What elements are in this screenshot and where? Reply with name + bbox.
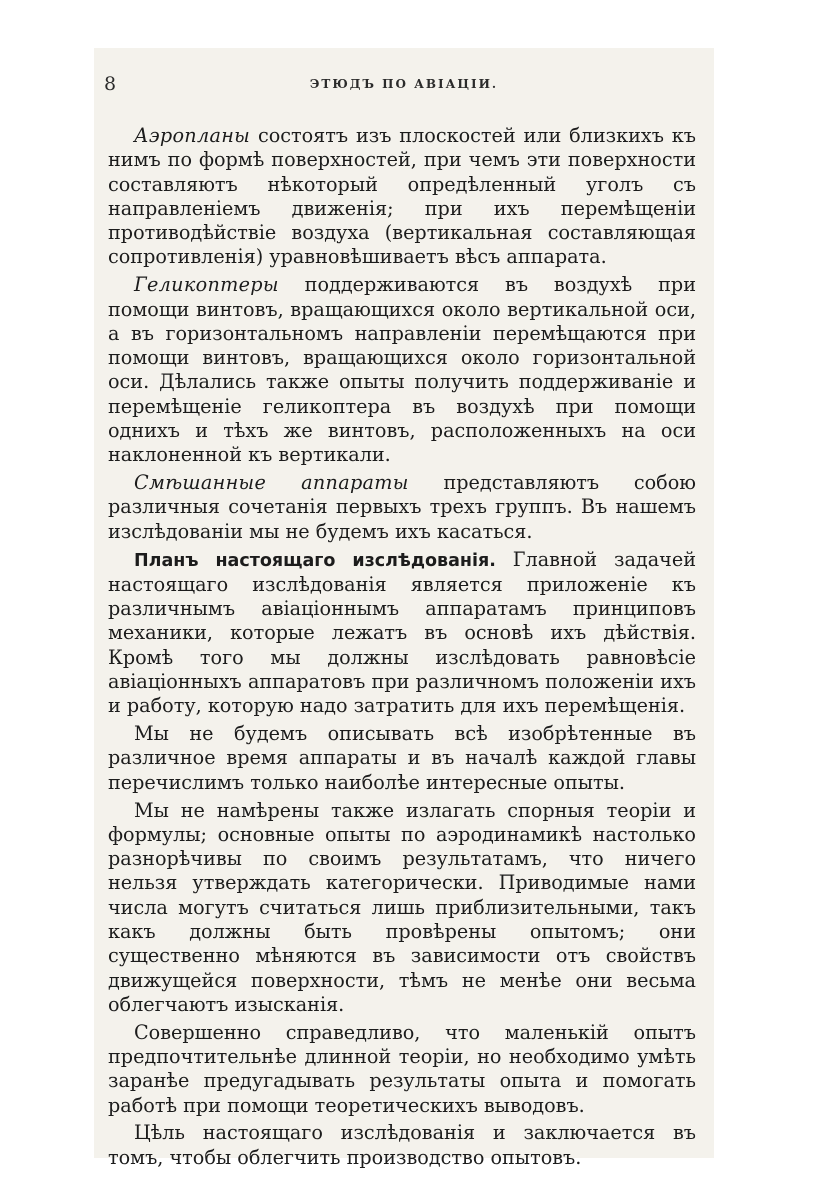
body-text <box>108 124 696 1170</box>
paragraph-text: Совершенно справедливо, что маленькій опытъ предпочтительнѣе длинной теоріи, но необходимо умѣть заранѣе предугадывать результаты опыта и помогать работѣ при помощи теоретическихъ выводовъ. <box>108 1020 696 1117</box>
paragraph-text: поддерживаются въ воздухѣ при помощи винтовъ, вращающихся около вертикальной оси, а въ горизонтальномъ направленіи перемѣщаются при помощи винтовъ, вращающихся около горизонтальной оси. Дѣлались также опыты получить поддерживаніе и перемѣщеніе геликоптера въ воздухѣ при помощи однихъ и тѣхъ же винтовъ, расположенныхъ на оси наклоненной къ вертикали. <box>108 273 696 467</box>
paragraph-text: Цѣль настоящаго изслѣдованія и заключается въ томъ, чтобы облегчить производство опытовъ. <box>108 1121 696 1169</box>
paragraph-no-disputed-theories <box>108 799 696 1018</box>
paragraph-text: состоятъ изъ плоскостей или близкихъ къ нимъ по формѣ поверхностей, при чемъ эти поверхности составляютъ нѣкоторый опредѣленный уголъ съ направленіемъ движенія; при ихъ перемѣщеніи противодѣйствіе воздуха (вертикальная составляющая сопротивленія) уравновѣшиваетъ вѣсъ аппарата. <box>108 124 696 269</box>
paragraph-research-goal <box>108 1121 696 1170</box>
paragraph-mixed-apparatus <box>108 471 696 544</box>
term-helicopters: Геликоптеры <box>134 273 279 297</box>
term-aeroplanes: Аэропланы <box>134 124 251 147</box>
section-heading-research-plan: Планъ настоящаго изслѣдованія. <box>134 550 496 571</box>
paragraph-helicopters <box>108 273 696 467</box>
paragraph-aeroplanes <box>108 124 696 270</box>
paragraph-experiment-vs-theory <box>108 1021 696 1118</box>
paragraph-text: Главной задачей настоящаго изслѣдованія является приложеніе къ различнымъ авіаціоннымъ аппаратамъ принциповъ механики, которые лежатъ въ основѣ ихъ дѣйствія. Кромѣ того мы должны изслѣдовать равновѣсіе авіаціонныхъ аппаратовъ при различномъ положеніи ихъ и работу, которую надо затратить для ихъ перемѣщенія. <box>108 547 696 718</box>
page-header <box>104 73 704 97</box>
paragraph-text: Мы не намѣрены также излагать спорныя теоріи и формулы; основные опыты по аэродинамикѣ настолько разнорѣчивы по своимъ результатамъ, что ничего нельзя утверждать категорически. Приводимые нами числа могутъ считаться лишь приблизительными, такъ какъ должны быть провѣрены опытомъ; они существенно мѣняются въ зависимости отъ свойствъ движущейся поверхности, тѣмъ не менѣе они весьма облегчаютъ изысканія. <box>108 798 696 1016</box>
paragraph-research-plan <box>108 548 696 719</box>
term-mixed-apparatus: Смѣшанные аппараты <box>134 471 409 495</box>
paragraph-no-description <box>108 722 696 795</box>
paragraph-text: представляютъ собою различныя сочетанія первыхъ трехъ группъ. Въ нашемъ изслѣдованіи мы не будемъ ихъ касаться. <box>108 471 696 543</box>
paragraph-text: Мы не будемъ описывать всѣ изобрѣтенные въ различное время аппараты и въ началѣ каждой главы перечислимъ только наиболѣе интересные опыты. <box>108 722 696 794</box>
running-title: ЭТЮДЪ ПО АВІАЦІИ. <box>309 77 499 91</box>
page-number: 8 <box>104 73 117 95</box>
